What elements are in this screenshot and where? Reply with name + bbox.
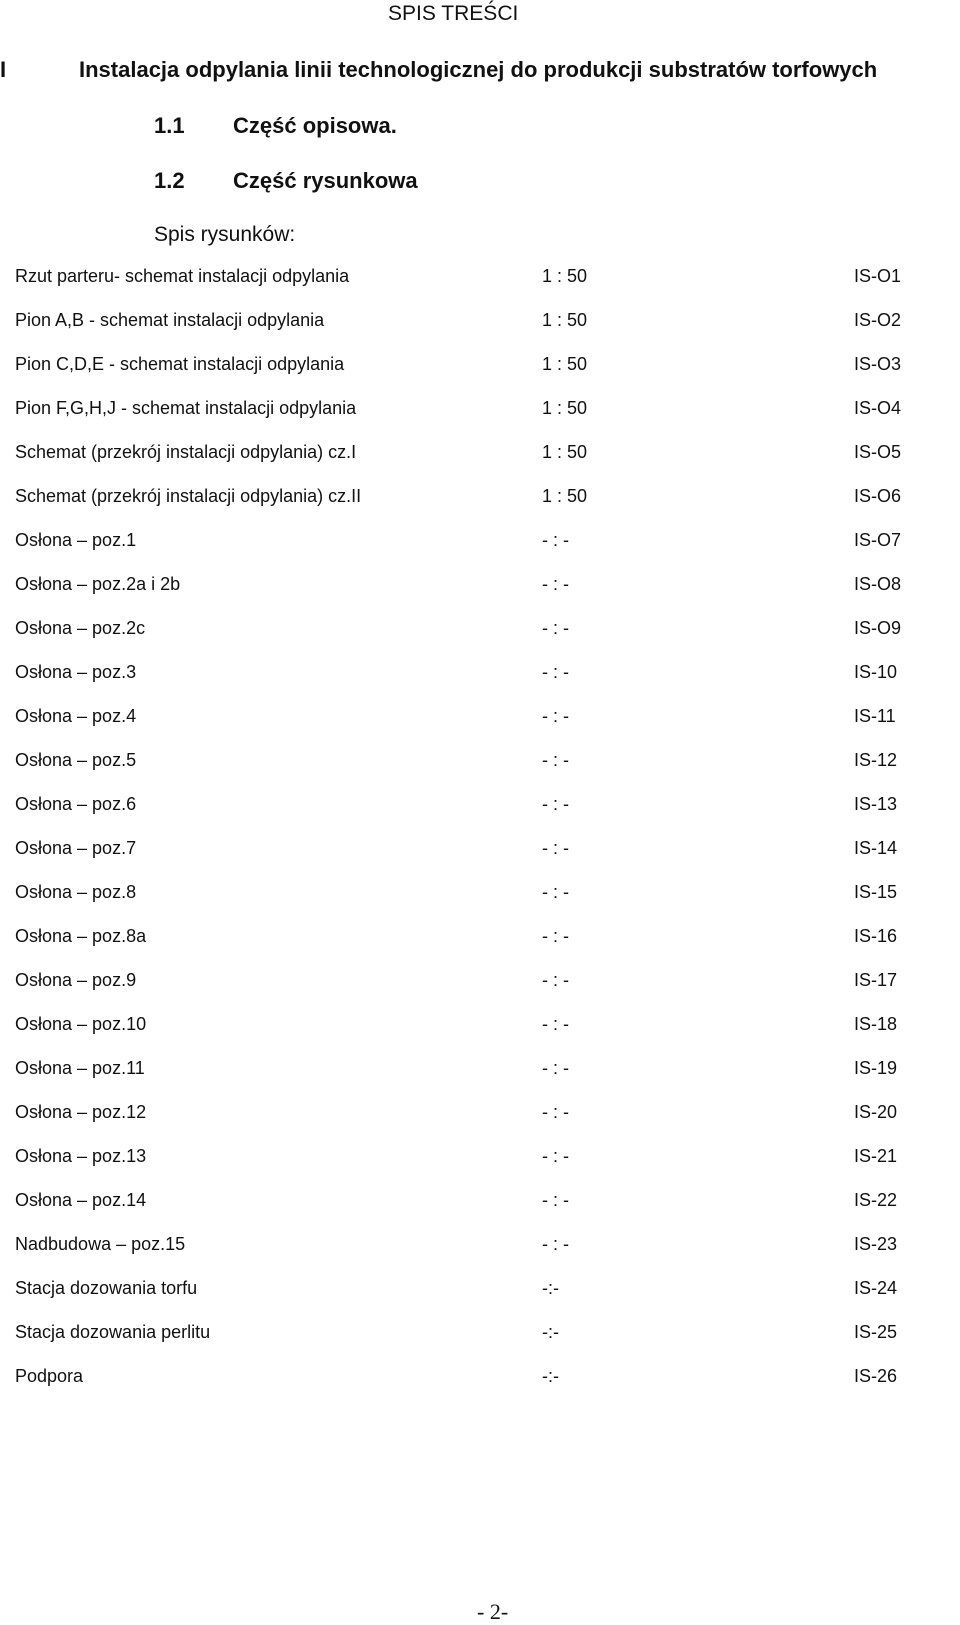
drawing-code: IS-11 bbox=[854, 706, 896, 726]
drawing-code: IS-O1 bbox=[854, 266, 902, 286]
drawing-code: IS-24 bbox=[854, 1278, 898, 1298]
drawing-row bbox=[0, 442, 960, 466]
drawing-row bbox=[0, 1278, 960, 1302]
drawing-scale: - : - bbox=[542, 882, 569, 902]
drawing-title: Stacja dozowania torfu bbox=[15, 1278, 198, 1298]
drawing-scale: - : - bbox=[542, 838, 569, 858]
drawing-title: Osłona – poz.8 bbox=[15, 882, 137, 902]
drawing-code: IS-O5 bbox=[854, 442, 902, 462]
drawing-title: Osłona – poz.2c bbox=[15, 618, 146, 638]
drawing-scale: - : - bbox=[542, 794, 569, 814]
drawing-code: IS-O4 bbox=[854, 398, 902, 418]
drawing-scale: - : - bbox=[542, 970, 569, 990]
drawing-title: Schemat (przekrój instalacji odpylania) cz.I bbox=[15, 442, 357, 462]
drawing-scale: 1 : 50 bbox=[542, 442, 588, 462]
drawing-row bbox=[0, 1322, 960, 1346]
drawing-scale: 1 : 50 bbox=[542, 266, 588, 286]
drawing-code: IS-O2 bbox=[854, 310, 902, 330]
subsection-number: 1.2 bbox=[154, 168, 185, 193]
drawing-row bbox=[0, 1014, 960, 1038]
drawing-row bbox=[0, 926, 960, 950]
drawing-scale: -:- bbox=[542, 1278, 559, 1298]
drawing-row bbox=[0, 574, 960, 598]
toc-title: SPIS TREŚCI bbox=[388, 2, 519, 25]
drawing-row bbox=[0, 970, 960, 994]
drawing-row bbox=[0, 882, 960, 906]
drawing-title: Osłona – poz.3 bbox=[15, 662, 137, 682]
drawing-code: IS-26 bbox=[854, 1366, 898, 1386]
drawing-code: IS-O6 bbox=[854, 486, 902, 506]
drawing-title: Podpora bbox=[15, 1366, 84, 1386]
drawing-scale: -:- bbox=[542, 1322, 559, 1342]
drawing-row bbox=[0, 1190, 960, 1214]
drawing-title: Pion F,G,H,J - schemat instalacji odpylania bbox=[15, 398, 357, 418]
drawing-code: IS-19 bbox=[854, 1058, 898, 1078]
drawing-row bbox=[0, 750, 960, 774]
subsection-descriptive bbox=[154, 113, 397, 139]
drawing-code: IS-22 bbox=[854, 1190, 898, 1210]
drawing-row bbox=[0, 618, 960, 642]
drawing-title: Stacja dozowania perlitu bbox=[15, 1322, 211, 1342]
drawing-row bbox=[0, 1102, 960, 1126]
drawing-code: IS-17 bbox=[854, 970, 898, 990]
drawing-code: IS-10 bbox=[854, 662, 898, 682]
drawing-scale: 1 : 50 bbox=[542, 486, 588, 506]
drawing-code: IS-23 bbox=[854, 1234, 898, 1254]
drawing-scale: 1 : 50 bbox=[542, 310, 588, 330]
drawing-code: IS-25 bbox=[854, 1322, 898, 1342]
drawing-title: Osłona – poz.2a i 2b bbox=[15, 574, 181, 594]
drawing-scale: - : - bbox=[542, 1014, 569, 1034]
drawing-row bbox=[0, 1058, 960, 1082]
drawing-code: IS-13 bbox=[854, 794, 898, 814]
drawing-row bbox=[0, 1366, 960, 1390]
drawing-scale: - : - bbox=[542, 706, 569, 726]
drawing-scale: 1 : 50 bbox=[542, 354, 588, 374]
drawing-scale: - : - bbox=[542, 662, 569, 682]
drawing-row bbox=[0, 662, 960, 686]
drawing-title: Osłona – poz.6 bbox=[15, 794, 137, 814]
drawing-title: Osłona – poz.10 bbox=[15, 1014, 147, 1034]
drawing-scale: - : - bbox=[542, 530, 569, 550]
drawing-title: Osłona – poz.9 bbox=[15, 970, 137, 990]
drawing-title: Osłona – poz.13 bbox=[15, 1146, 147, 1166]
drawing-title: Osłona – poz.12 bbox=[15, 1102, 147, 1122]
drawing-scale: - : - bbox=[542, 618, 569, 638]
drawing-code: IS-15 bbox=[854, 882, 898, 902]
drawing-scale: - : - bbox=[542, 1102, 569, 1122]
drawing-scale: - : - bbox=[542, 1058, 569, 1078]
drawing-code: IS-21 bbox=[854, 1146, 898, 1166]
drawing-scale: - : - bbox=[542, 750, 569, 770]
drawing-title: Osłona – poz.8a bbox=[15, 926, 147, 946]
subsection-title: Część rysunkowa bbox=[233, 168, 418, 193]
drawing-title: Nadbudowa – poz.15 bbox=[15, 1234, 186, 1254]
drawing-row bbox=[0, 794, 960, 818]
drawing-row bbox=[0, 706, 960, 730]
drawing-title: Osłona – poz.7 bbox=[15, 838, 137, 858]
drawing-row bbox=[0, 530, 960, 554]
page-number: - 2- bbox=[477, 1599, 509, 1624]
drawing-row bbox=[0, 838, 960, 862]
drawing-title: Osłona – poz.14 bbox=[15, 1190, 147, 1210]
drawing-scale: - : - bbox=[542, 1234, 569, 1254]
drawing-code: IS-14 bbox=[854, 838, 898, 858]
drawing-title: Rzut parteru- schemat instalacji odpylania bbox=[15, 266, 350, 286]
drawing-code: IS-20 bbox=[854, 1102, 898, 1122]
drawing-scale: 1 : 50 bbox=[542, 398, 588, 418]
drawings-list-heading: Spis rysunków: bbox=[154, 223, 296, 246]
drawing-scale: - : - bbox=[542, 926, 569, 946]
drawing-title: Pion C,D,E - schemat instalacji odpylania bbox=[15, 354, 345, 374]
drawing-row bbox=[0, 354, 960, 378]
drawing-row bbox=[0, 1234, 960, 1258]
drawing-row bbox=[0, 310, 960, 334]
subsection-number: 1.1 bbox=[154, 113, 185, 138]
drawing-title: Osłona – poz.11 bbox=[15, 1058, 145, 1078]
drawing-row bbox=[0, 486, 960, 510]
drawing-title: Osłona – poz.5 bbox=[15, 750, 137, 770]
drawing-scale: - : - bbox=[542, 1190, 569, 1210]
drawing-code: IS-O7 bbox=[854, 530, 902, 550]
drawing-code: IS-O8 bbox=[854, 574, 902, 594]
drawing-code: IS-18 bbox=[854, 1014, 898, 1034]
drawing-code: IS-O9 bbox=[854, 618, 902, 638]
drawing-code: IS-O3 bbox=[854, 354, 902, 374]
drawing-row bbox=[0, 266, 960, 290]
subsection-title: Część opisowa. bbox=[233, 113, 397, 138]
drawing-scale: - : - bbox=[542, 1146, 569, 1166]
drawing-code: IS-12 bbox=[854, 750, 898, 770]
drawing-title: Osłona – poz.4 bbox=[15, 706, 137, 726]
drawing-title: Osłona – poz.1 bbox=[15, 530, 137, 550]
section-number: I bbox=[0, 57, 7, 82]
drawing-scale: -:- bbox=[542, 1366, 559, 1386]
drawing-code: IS-16 bbox=[854, 926, 898, 946]
drawing-row bbox=[0, 398, 960, 422]
drawing-title: Schemat (przekrój instalacji odpylania) cz.II bbox=[15, 486, 362, 506]
drawing-scale: - : - bbox=[542, 574, 569, 594]
drawing-title: Pion A,B - schemat instalacji odpylania bbox=[15, 310, 325, 330]
drawing-row bbox=[0, 1146, 960, 1170]
subsection-drawings bbox=[154, 168, 418, 194]
section-title: Instalacja odpylania linii technologicznej do produkcji substratów torfowych bbox=[79, 57, 878, 82]
